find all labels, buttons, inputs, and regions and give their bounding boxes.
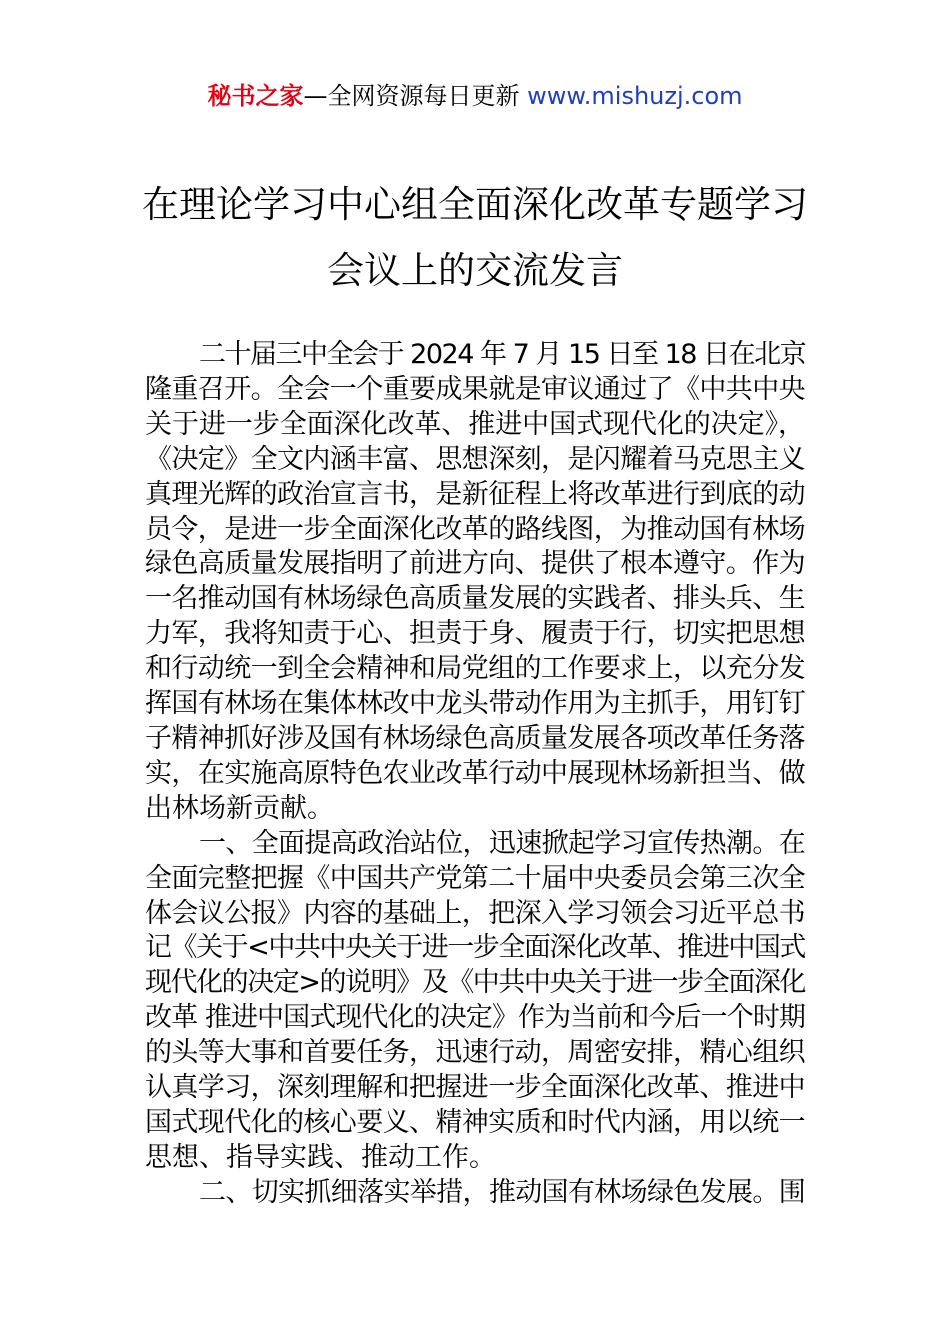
paragraph: [145, 1176, 805, 1211]
text-line: 改革 推进中国式现代化的决定》作为当前和今后一个时期: [145, 1002, 805, 1034]
text-line: 出林场新贡献。: [145, 792, 334, 824]
header-separator: —: [303, 82, 328, 110]
paragraph: [145, 338, 805, 827]
paragraph: [145, 827, 805, 1176]
text-line: 现代化的决定>的说明》及《中共中央关于进一步全面深化: [145, 967, 805, 999]
title-line: 会议上的交流发言: [327, 249, 623, 292]
text-line: 思想、指导实践、推动工作。: [145, 1141, 496, 1173]
text-line: 二、切实抓细落实举措，推动国有林场绿色发展。围: [199, 1176, 806, 1208]
text-line: 关于进一步全面深化改革、推进中国式现代化的决定》，: [145, 408, 805, 440]
text-line: 国式现代化的核心要义、精神实质和时代内涵，用以统一: [145, 1106, 805, 1138]
text-line: 认真学习，深刻理解和把握进一步全面深化改革、推进中: [145, 1072, 805, 1104]
text-line: 和行动统一到全会精神和局党组的工作要求上，以充分发: [145, 653, 805, 685]
text-line: 子精神抓好涉及国有林场绿色高质量发展各项改革任务落: [145, 722, 805, 754]
document-body: [145, 338, 805, 1211]
text-line: 绿色高质量发展指明了前进方向、提供了根本遵守。作为: [145, 548, 805, 580]
text-line: 全面完整把握《中国共产党第二十届中央委员会第三次全: [145, 862, 805, 894]
text-line: 员令，是进一步全面深化改革的路线图，为推动国有林场: [145, 513, 805, 545]
text-line: 真理光辉的政治宣言书，是新征程上将改革进行到底的动: [145, 478, 805, 510]
text-line: 一、全面提高政治站位，迅速掀起学习宣传热潮。在: [199, 827, 806, 859]
text-line: 实，在实施高原特色农业改革行动中展现林场新担当、做: [145, 757, 805, 789]
brand-name: 秘书之家: [207, 82, 304, 110]
text-line: 力军，我将知责于心、担责于身、履责于行，切实把思想: [145, 618, 805, 650]
document-title: [0, 172, 950, 304]
title-line: 在理论学习中心组全面深化改革专题学习: [142, 183, 808, 226]
text-line: 《决定》全文内涵丰富、思想深刻，是闪耀着马克思主义: [145, 443, 805, 475]
text-line: 一名推动国有林场绿色高质量发展的实践者、排头兵、生: [145, 583, 805, 615]
header-tagline: 全网资源每日更新: [327, 82, 520, 110]
text-line: 体会议公报》内容的基础上，把深入学习领会习近平总书: [145, 897, 805, 929]
text-line: 二十届三中全会于 2024 年 7 月 15 日至 18 日在北京: [199, 339, 806, 370]
text-line: 记《关于<中共中央关于进一步全面深化改革、推进中国式: [145, 932, 805, 964]
text-line: 挥国有林场在集体林改中龙头带动作用为主抓手，用钉钉: [145, 688, 805, 720]
site-url-link[interactable]: www.mishuzj.com: [527, 82, 743, 110]
text-line: 的头等大事和首要任务，迅速行动，周密安排，精心组织: [145, 1037, 805, 1069]
text-line: 隆重召开。全会一个重要成果就是审议通过了《中共中央: [145, 373, 805, 405]
site-header: [0, 80, 950, 112]
